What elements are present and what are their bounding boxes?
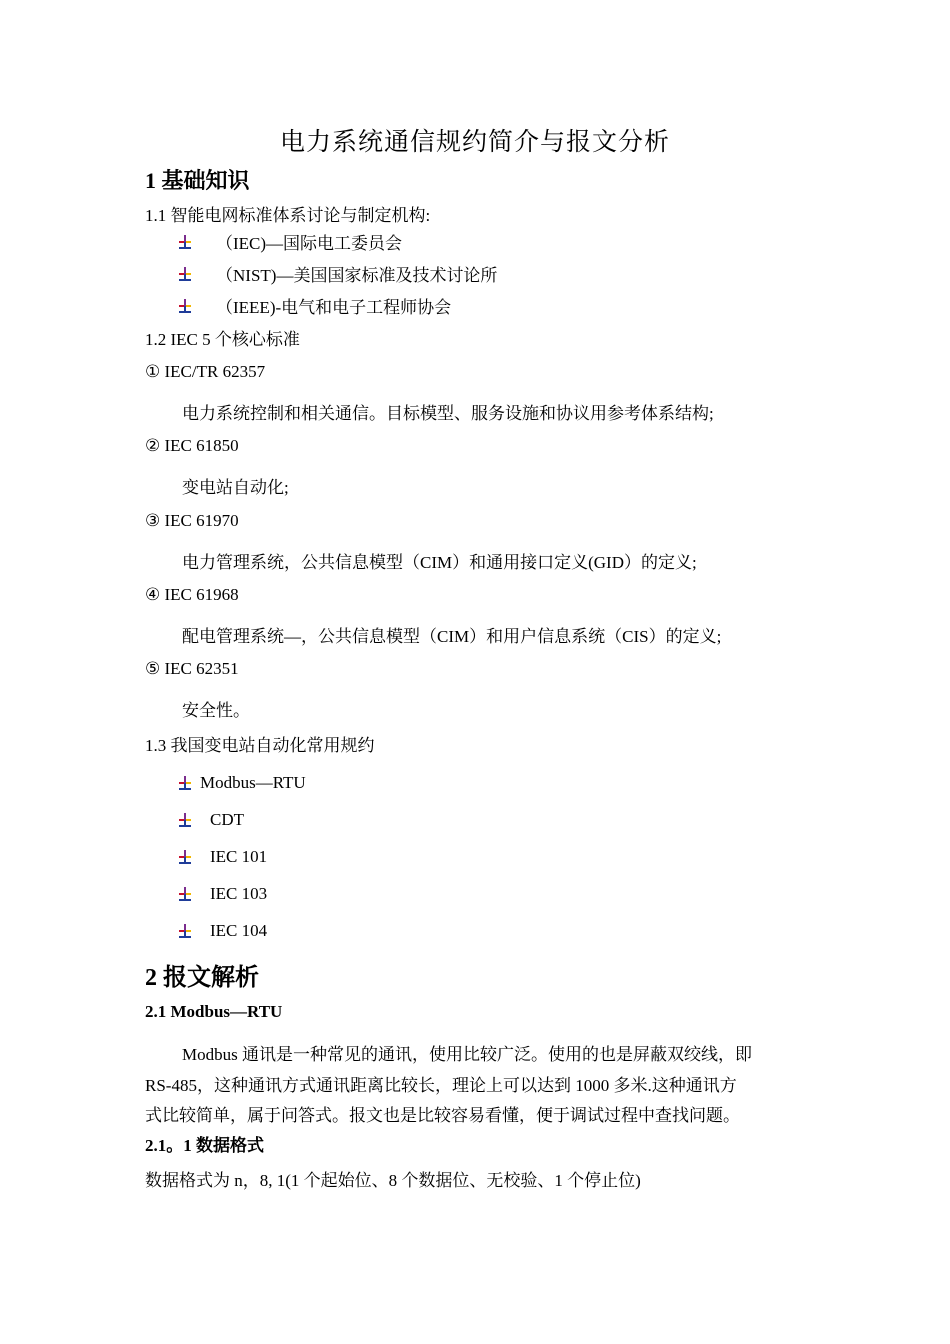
- list-item-text: IEC 101: [210, 847, 268, 866]
- list-item-text: （NIST)—美国国家标准及技术讨论所: [216, 266, 498, 285]
- list-item-text: CDT: [210, 810, 244, 829]
- standard-description: 配电管理系统—，公共信息模型（CIM）和用户信息系统（CIS）的定义;: [182, 627, 722, 646]
- standard-description: 电力管理系统，公共信息模型（CIM）和通用接口定义(GID）的定义;: [182, 553, 697, 572]
- list-item-text: IEC 103: [210, 884, 268, 903]
- list-item-text: IEC 104: [210, 921, 268, 940]
- section-2-1-1-heading: 2.1。1 数据格式: [145, 1136, 264, 1155]
- standard-number: ① IEC/TR 62357: [145, 362, 266, 381]
- bullet-icon: [178, 776, 192, 790]
- bullet-icon: [178, 813, 192, 827]
- paragraph-line: RS-485，这种通讯方式通讯距离比较长，理论上可以达到 1000 多米.这种通讯方: [145, 1076, 737, 1095]
- section-1-3-heading: 1.3 我国变电站自动化常用规约: [145, 736, 375, 755]
- list-item: [178, 884, 267, 904]
- paragraph-line: 数据格式为 n，8, 1(1 个起始位、8 个数据位、无校验、1 个停止位): [145, 1171, 641, 1190]
- standard-number: ④ IEC 61968: [145, 585, 239, 604]
- list-item-text: （IEC)—国际电工委员会: [216, 234, 403, 253]
- standard-number: ② IEC 61850: [145, 436, 239, 455]
- bullet-icon: [178, 887, 192, 901]
- list-item: [178, 810, 244, 830]
- bullet-icon: [178, 924, 192, 938]
- list-item-text: Modbus—RTU: [200, 773, 306, 792]
- bullet-icon: [178, 299, 192, 313]
- standard-description: 变电站自动化;: [182, 478, 289, 497]
- section-1-heading: 1 基础知识: [145, 168, 250, 193]
- bullet-icon: [178, 235, 192, 249]
- bullet-icon: [178, 850, 192, 864]
- standard-description: 电力系统控制和相关通信。目标模型、服务设施和协议用参考体系结构;: [182, 404, 714, 423]
- list-item: [178, 261, 497, 286]
- section-1-2-heading: 1.2 IEC 5 个核心标准: [145, 330, 300, 349]
- standard-description: 安全性。: [182, 701, 250, 720]
- list-item: [178, 293, 451, 318]
- paragraph-line: Modbus 通讯是一种常见的通讯，使用比较广泛。使用的也是屏蔽双绞线，即: [182, 1045, 752, 1064]
- section-1-1-heading: 1.1 智能电网标准体系讨论与制定机构:: [145, 206, 431, 225]
- list-item: [178, 847, 267, 867]
- list-item-text: （IEEE)-电气和电子工程师协会: [216, 298, 452, 317]
- bullet-icon: [178, 267, 192, 281]
- document-title: 电力系统通信规约简介与报文分析: [279, 129, 670, 156]
- list-item: [178, 921, 267, 941]
- section-2-heading: 2 报文解析: [145, 965, 259, 991]
- standard-number: ③ IEC 61970: [145, 511, 239, 530]
- section-2-1-heading: 2.1 Modbus—RTU: [145, 1002, 283, 1021]
- list-item: [178, 773, 306, 793]
- list-item: [178, 229, 402, 254]
- standard-number: ⑤ IEC 62351: [145, 659, 239, 678]
- paragraph-line: 式比较简单，属于问答式。报文也是比较容易看懂，便于调试过程中查找问题。: [145, 1106, 740, 1125]
